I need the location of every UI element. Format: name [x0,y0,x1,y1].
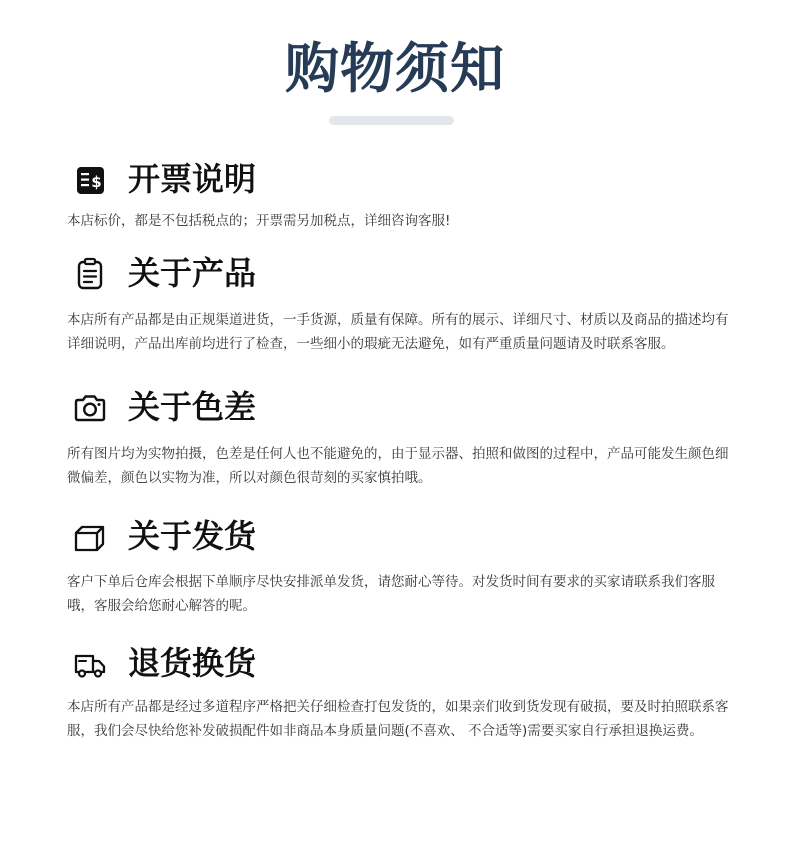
box-icon [72,519,108,555]
delivery-truck-icon [72,646,108,682]
section-title: 开票说明 [128,160,257,198]
section-header [0,250,790,298]
svg-text:$: $ [91,173,102,191]
section-header [0,156,790,204]
clipboard-icon [72,256,108,292]
section-header [0,640,790,688]
page-title: 购物须知 [285,37,505,100]
section-body: 客户下单后仓库会根据下单顺序尽快安排派单发货，请您耐心等待。对发货时间有要求的买家请联系我们客服哦，客服会给您耐心解答的呢。 [67,574,715,614]
section-body: 本店标价，都是不包括税点的；开票需另加税点，详细咨询客服! [67,213,451,229]
section-header [0,384,790,432]
section-title: 关于色差 [128,388,257,426]
section-body: 本店所有产品都是由正规渠道进货，一手货源，质量有保障。所有的展示、详细尺寸、材质以及商品的描述均有详细说明，产品出库前均进行了检查，一些细小的瑕疵无法避免，如有严重质量问题请及时联系客服。 [67,312,729,352]
title-underline-bar [329,116,454,125]
section-body: 所有图片均为实物拍摄，色差是任何人也不能避免的，由于显示器、拍照和做图的过程中，产品可能发生颜色细微偏差，颜色以实物为准，所以对颜色很苛刻的买家慎拍哦。 [67,446,729,486]
section-title: 关于产品 [128,254,257,292]
section-title: 关于发货 [128,517,257,555]
section-header [0,513,790,561]
section-title: 退货换货 [128,644,257,682]
section-body: 本店所有产品都是经过多道程序严格把关仔细检查打包发货的，如果亲们收到货发现有破损，要及时拍照联系客服，我们会尽快给您补发破损配件如非商品本身质量问题(不喜欢、 不合适等)需要买家自行承担退换运费。 [67,699,729,739]
camera-icon [72,390,108,426]
invoice-dollar-icon [72,162,108,198]
